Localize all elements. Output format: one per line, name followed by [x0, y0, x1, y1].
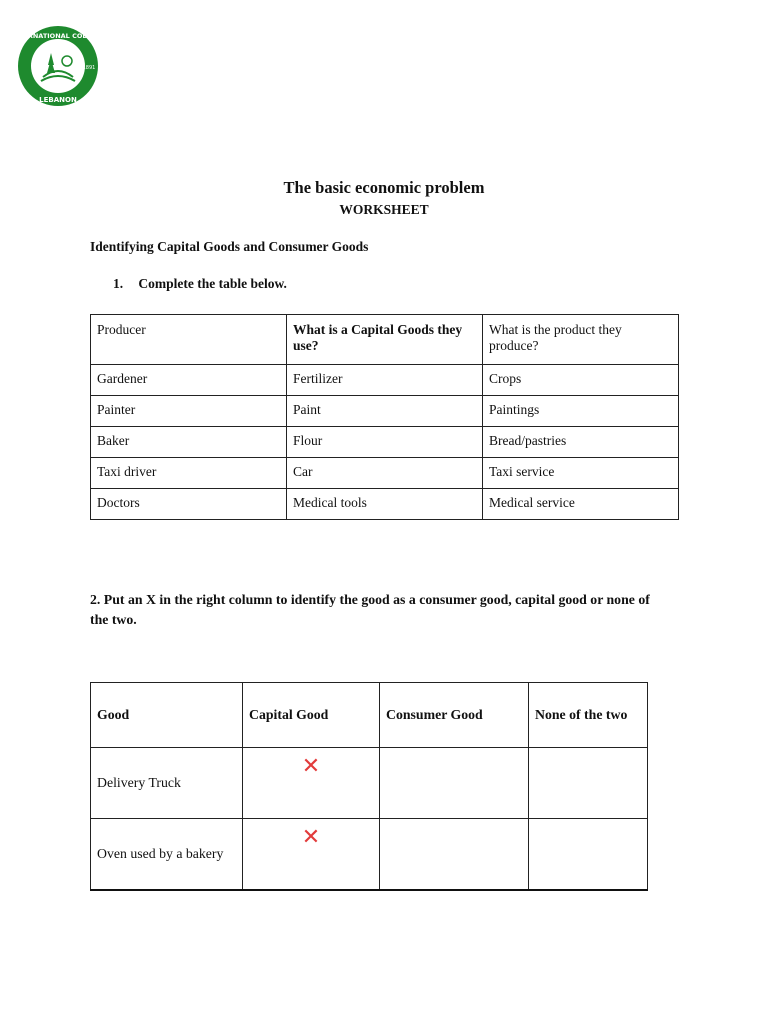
table-header-row [91, 683, 648, 748]
page-title: The basic economic problem [283, 178, 485, 197]
consumer-good-cell[interactable] [380, 819, 529, 891]
table-row [91, 748, 648, 819]
question-2: 2. Put an X in the right column to identify the good as a consumer good, capital good or none of the two. [90, 592, 650, 627]
table-row [91, 396, 679, 427]
none-cell[interactable] [529, 819, 648, 891]
table-header-row [91, 315, 679, 365]
x-mark-icon: ✕ [301, 825, 321, 850]
producer-cell: Baker [91, 427, 287, 458]
product-cell: Taxi service [483, 458, 679, 489]
table-row [91, 427, 679, 458]
capital-good-cell: Car [287, 458, 483, 489]
producer-table [90, 314, 679, 520]
capital-good-cell: Paint [287, 396, 483, 427]
goods-classification-table [90, 682, 648, 891]
page-subtitle: WORKSHEET [339, 202, 429, 217]
product-cell: Medical service [483, 489, 679, 520]
header-consumer-good: Consumer Good [380, 683, 529, 748]
college-logo [11, 25, 105, 107]
header-product: What is the product they produce? [483, 315, 679, 365]
producer-cell: Painter [91, 396, 287, 427]
capital-good-cell[interactable] [243, 748, 380, 819]
table-row [91, 489, 679, 520]
question-1 [113, 276, 287, 292]
header-producer: Producer [91, 315, 287, 365]
table-row [91, 819, 648, 891]
table-row [91, 458, 679, 489]
product-cell: Bread/pastries [483, 427, 679, 458]
consumer-good-cell[interactable] [380, 748, 529, 819]
logo-text-top: INTERNATIONAL COLLEGE [11, 32, 105, 40]
header-good: Good [91, 683, 243, 748]
none-cell[interactable] [529, 748, 648, 819]
product-cell: Crops [483, 365, 679, 396]
header-none: None of the two [529, 683, 648, 748]
section-title: Identifying Capital Goods and Consumer Goods [90, 239, 369, 254]
question-1-text: Complete the table below. [138, 276, 287, 291]
header-capital-good: Capital Good [243, 683, 380, 748]
producer-cell: Taxi driver [91, 458, 287, 489]
good-cell: Oven used by a bakery [91, 819, 243, 891]
x-mark-icon: ✕ [301, 754, 321, 779]
producer-cell: Gardener [91, 365, 287, 396]
question-1-number: 1. [113, 276, 124, 291]
capital-good-cell: Flour [287, 427, 483, 458]
logo-text-bottom: LEBANON [39, 96, 77, 104]
product-cell: Paintings [483, 396, 679, 427]
capital-good-cell: Fertilizer [287, 365, 483, 396]
capital-good-cell: Medical tools [287, 489, 483, 520]
logo-year: 1891 [82, 65, 96, 71]
producer-cell: Doctors [91, 489, 287, 520]
header-capital-goods: What is a Capital Goods they use? [287, 315, 483, 365]
table-row [91, 365, 679, 396]
good-cell: Delivery Truck [91, 748, 243, 819]
capital-good-cell[interactable] [243, 819, 380, 891]
